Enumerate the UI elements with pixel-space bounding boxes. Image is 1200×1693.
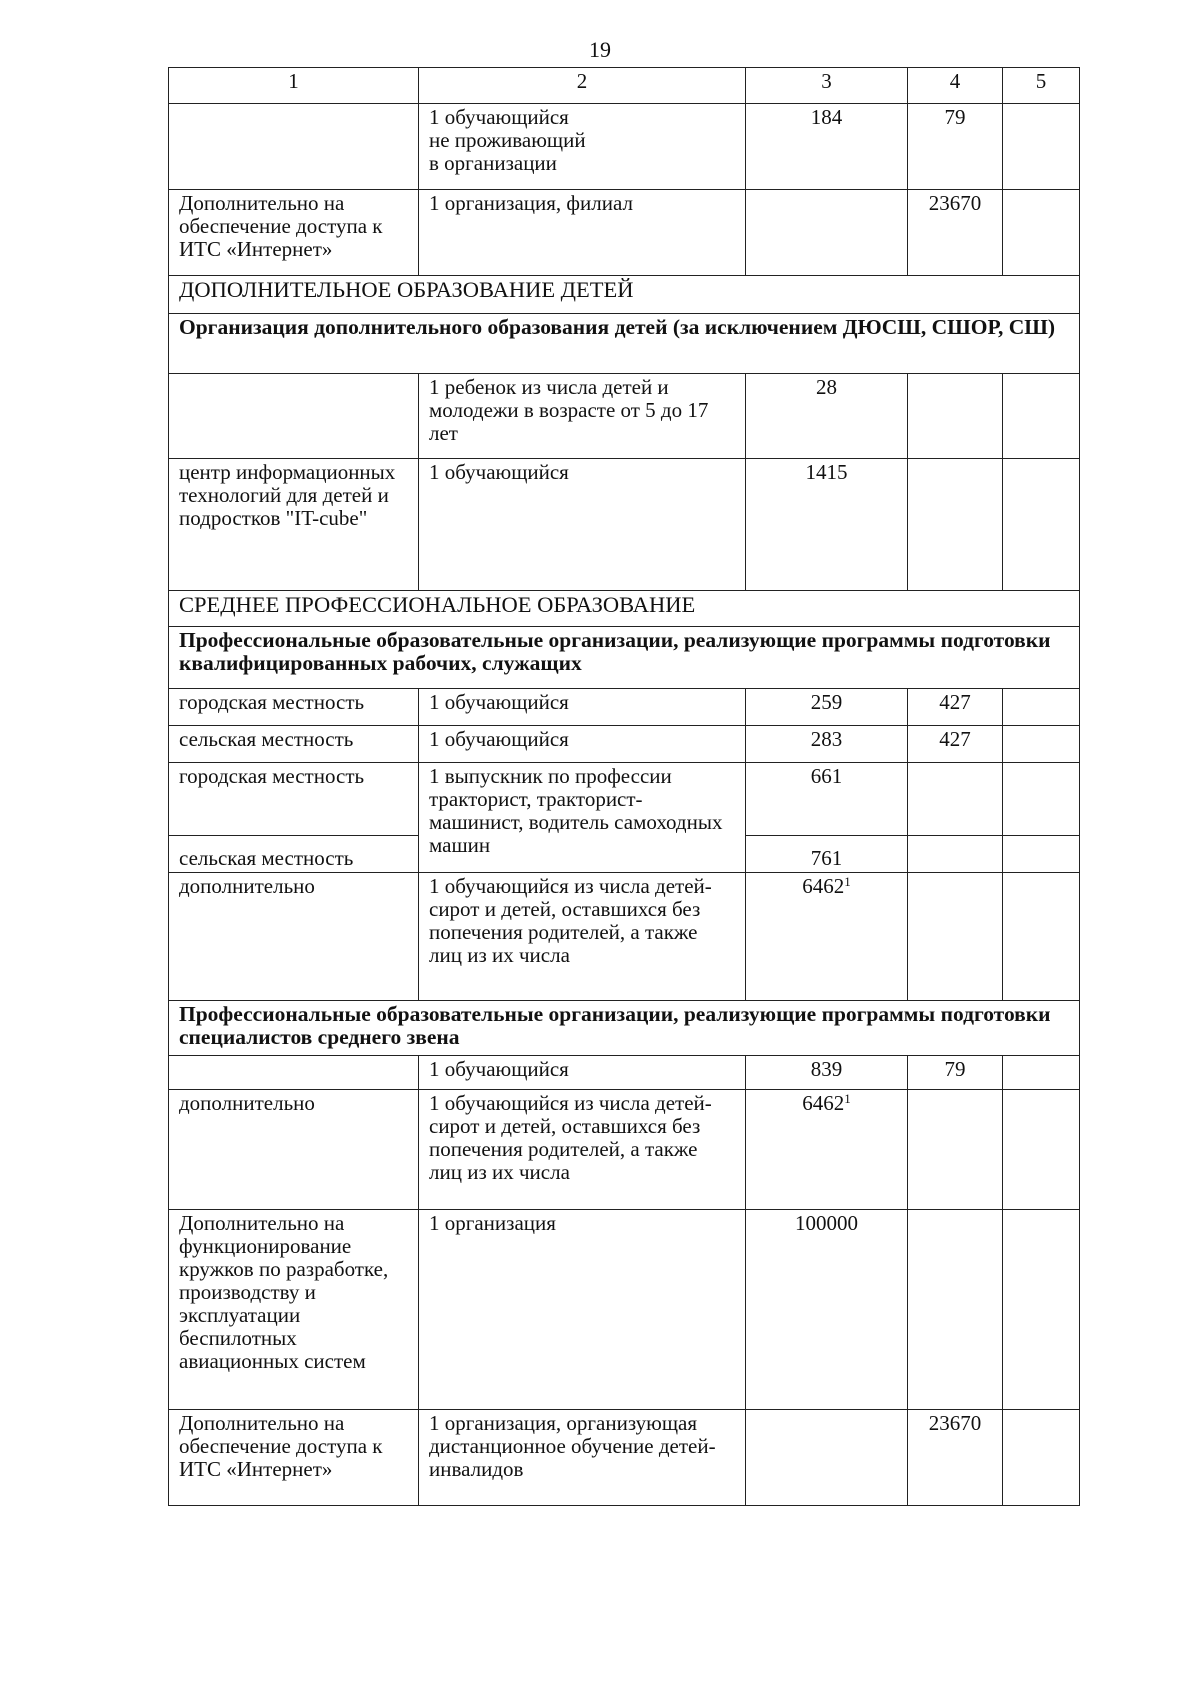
table-row xyxy=(169,1210,1080,1410)
cell-value: 28 xyxy=(746,374,908,459)
column-header-2: 2 xyxy=(419,68,746,104)
cell-empty xyxy=(1003,763,1080,836)
column-header-1: 1 xyxy=(169,68,419,104)
cell-unit: 1 организация, организующая дистанционное обучение детей-инвалидов xyxy=(419,1410,746,1506)
cell-value: 839 xyxy=(746,1056,908,1090)
footnote-mark: 1 xyxy=(844,874,851,889)
table-row xyxy=(169,104,1080,190)
value-text: 6462 xyxy=(802,874,845,898)
column-header-3: 3 xyxy=(746,68,908,104)
table-row xyxy=(169,1056,1080,1090)
cell-empty xyxy=(1003,459,1080,591)
column-header-5: 5 xyxy=(1003,68,1080,104)
cell-category: Дополнительно на обеспечение доступа к ИТС «Интернет» xyxy=(169,190,419,276)
subsection-heading-row xyxy=(169,627,1080,689)
cell-value: 259 xyxy=(746,689,908,726)
table-row xyxy=(169,726,1080,763)
cell-value: 1415 xyxy=(746,459,908,591)
cell-value xyxy=(908,459,1003,591)
section-heading-row xyxy=(169,591,1080,627)
cell-unit: 1 обучающийся xyxy=(419,689,746,726)
page-number: 19 xyxy=(589,37,611,62)
cell-value: 23670 xyxy=(908,190,1003,276)
subsection-heading-row xyxy=(169,314,1080,374)
cell-category: сельская местность xyxy=(169,726,419,763)
column-header-4: 4 xyxy=(908,68,1003,104)
subsection-heading: Профессиональные образовательные организации, реализующие программы подготовки специалистов среднего звена xyxy=(169,1001,1080,1056)
subsection-heading: Профессиональные образовательные организации, реализующие программы подготовки квалифицированных рабочих, служащих xyxy=(169,627,1080,689)
cell-unit: 1 обучающийся xyxy=(419,459,746,591)
cell-value xyxy=(746,190,908,276)
table-row xyxy=(169,459,1080,591)
table-row xyxy=(169,873,1080,1001)
cell-value xyxy=(908,1090,1003,1210)
cell-value: 427 xyxy=(908,726,1003,763)
cell-value xyxy=(908,836,1003,873)
table-row xyxy=(169,763,1080,836)
cell-unit: 1 организация xyxy=(419,1210,746,1410)
cell-category xyxy=(169,374,419,459)
cell-value: 79 xyxy=(908,104,1003,190)
cell-category xyxy=(169,104,419,190)
cell-value xyxy=(746,1090,908,1210)
footnote-mark: 1 xyxy=(844,1091,851,1106)
normatives-table xyxy=(168,67,1080,1506)
table-row xyxy=(169,1410,1080,1506)
cell-empty xyxy=(1003,689,1080,726)
table-row xyxy=(169,1090,1080,1210)
cell-value: 661 xyxy=(746,763,908,836)
cell-unit: 1 выпускник по профессии тракторист, тракторист-машинист, водитель самоходных машин xyxy=(419,763,746,873)
cell-value xyxy=(908,873,1003,1001)
value-text: 6462 xyxy=(802,1091,845,1115)
section-heading: СРЕДНЕЕ ПРОФЕССИОНАЛЬНОЕ ОБРАЗОВАНИЕ xyxy=(169,591,1080,627)
cell-category: Дополнительно на функционирование кружков по разработке, производству и эксплуатации беспилотных авиационных систем xyxy=(169,1210,419,1410)
cell-empty xyxy=(1003,190,1080,276)
cell-empty xyxy=(1003,374,1080,459)
cell-value: 427 xyxy=(908,689,1003,726)
cell-empty xyxy=(1003,1090,1080,1210)
cell-value: 761 xyxy=(746,836,908,873)
cell-empty xyxy=(1003,1056,1080,1090)
cell-unit: 1 обучающийся из числа детей-сирот и детей, оставшихся без попечения родителей, а также лиц из их числа xyxy=(419,1090,746,1210)
cell-value: 184 xyxy=(746,104,908,190)
table-header-row xyxy=(169,68,1080,104)
cell-value xyxy=(746,1410,908,1506)
cell-category: дополнительно xyxy=(169,1090,419,1210)
cell-unit: 1 обучающийся xyxy=(419,1056,746,1090)
cell-category: сельская местность xyxy=(169,836,419,873)
table-row xyxy=(169,689,1080,726)
cell-value xyxy=(908,374,1003,459)
cell-value: 79 xyxy=(908,1056,1003,1090)
cell-unit: 1 ребенок из числа детей и молодежи в возрасте от 5 до 17 лет xyxy=(419,374,746,459)
subsection-heading: Организация дополнительного образования детей (за исключением ДЮСШ, СШОР, СШ) xyxy=(169,314,1080,374)
cell-category: городская местность xyxy=(169,689,419,726)
cell-value xyxy=(908,763,1003,836)
cell-unit: 1 обучающийся из числа детей-сирот и детей, оставшихся без попечения родителей, а также лиц из их числа xyxy=(419,873,746,1001)
cell-value xyxy=(908,1210,1003,1410)
cell-value xyxy=(746,873,908,1001)
cell-empty xyxy=(1003,1410,1080,1506)
table-row xyxy=(169,190,1080,276)
section-heading: ДОПОЛНИТЕЛЬНОЕ ОБРАЗОВАНИЕ ДЕТЕЙ xyxy=(169,276,1080,314)
cell-empty xyxy=(1003,104,1080,190)
cell-empty xyxy=(1003,1210,1080,1410)
cell-value: 100000 xyxy=(746,1210,908,1410)
subsection-heading-row xyxy=(169,1001,1080,1056)
cell-unit: 1 обучающийся xyxy=(419,726,746,763)
cell-category xyxy=(169,1056,419,1090)
cell-category: дополнительно xyxy=(169,873,419,1001)
cell-unit: 1 обучающийся не проживающий в организации xyxy=(419,104,746,190)
cell-value: 283 xyxy=(746,726,908,763)
cell-empty xyxy=(1003,836,1080,873)
cell-value: 23670 xyxy=(908,1410,1003,1506)
cell-empty xyxy=(1003,873,1080,1001)
cell-category: центр информационных технологий для детей и подростков "IT-cube" xyxy=(169,459,419,591)
table-row xyxy=(169,374,1080,459)
cell-empty xyxy=(1003,726,1080,763)
cell-category: Дополнительно на обеспечение доступа к ИТС «Интернет» xyxy=(169,1410,419,1506)
cell-unit: 1 организация, филиал xyxy=(419,190,746,276)
cell-category: городская местность xyxy=(169,763,419,836)
section-heading-row xyxy=(169,276,1080,314)
